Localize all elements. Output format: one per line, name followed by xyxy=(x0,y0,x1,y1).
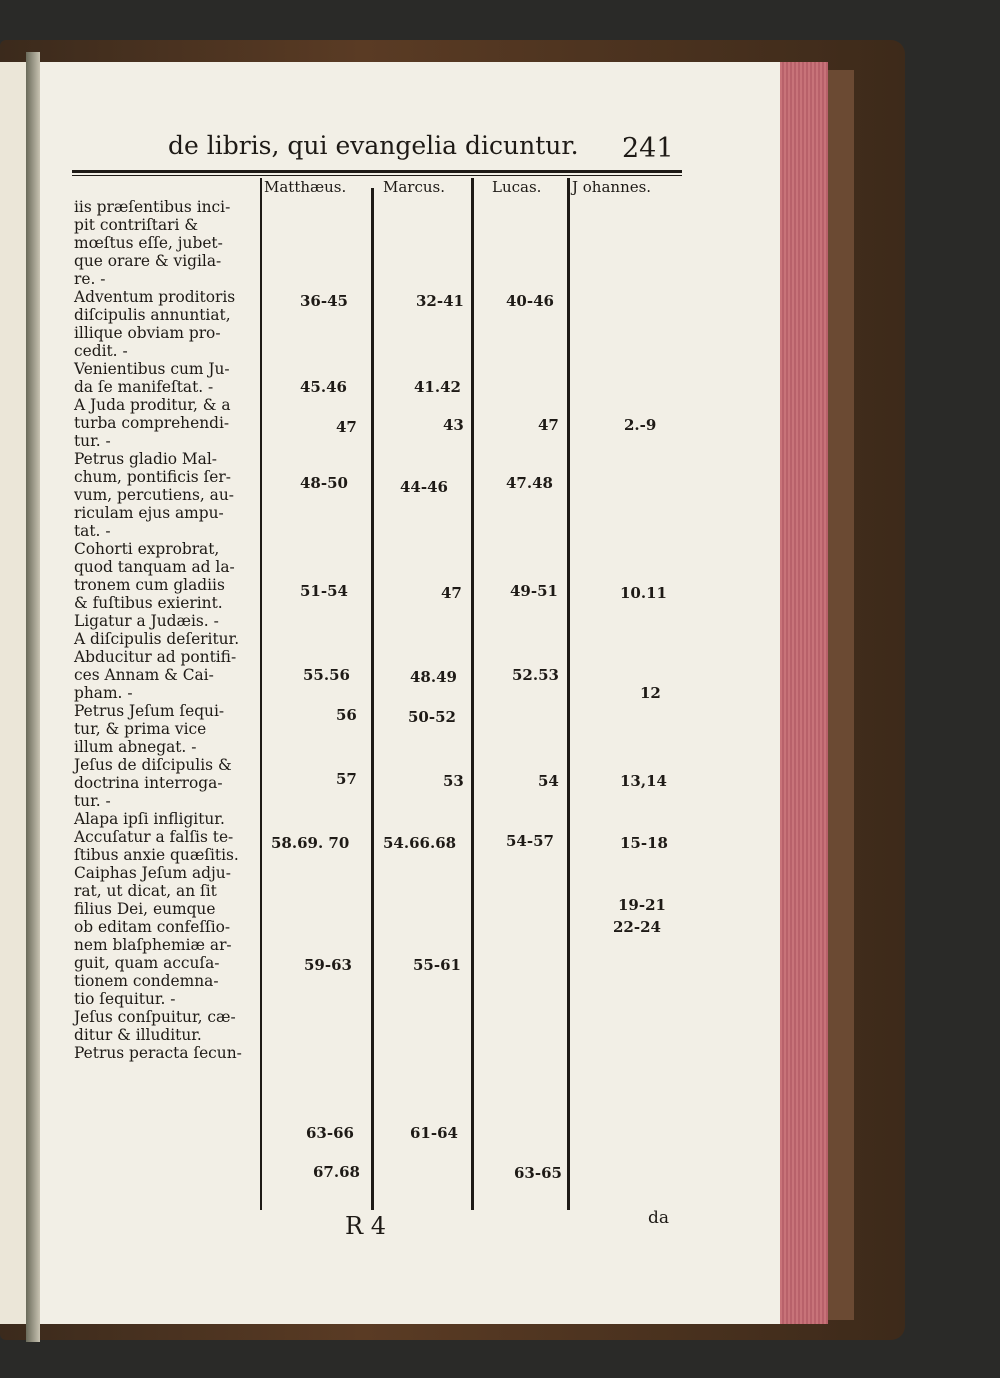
text-line: Adventum proditoris xyxy=(74,288,236,306)
text-line: Ligatur a Judæis. - xyxy=(74,612,219,630)
marcus-ref: 61-64 xyxy=(410,1124,458,1142)
marcus-ref: 44-46 xyxy=(400,478,448,496)
marcus-ref: 50-52 xyxy=(408,708,456,726)
text-line: doctrina interroga- xyxy=(74,774,223,792)
left-page-edge xyxy=(0,62,27,1324)
text-line: Cohorti exprobrat, xyxy=(74,540,220,558)
marcus-ref: 48.49 xyxy=(410,668,457,686)
marcus-ref: 55-61 xyxy=(413,956,461,974)
column-divider-3 xyxy=(471,178,474,1210)
column-header-marcus: Marcus. xyxy=(383,178,445,196)
text-line: mœſtus eſſe, jubet- xyxy=(74,234,223,252)
marcus-ref: 53 xyxy=(443,772,464,790)
text-line: re. - xyxy=(74,270,106,288)
red-page-edges xyxy=(780,62,828,1324)
matthaeus-ref: 51-54 xyxy=(300,582,348,600)
matthaeus-ref: 55.56 xyxy=(303,666,350,684)
text-line: Caiphas Jeſum adju- xyxy=(74,864,231,882)
cover-edge xyxy=(828,70,854,1320)
lucas-ref: 54 xyxy=(538,772,559,790)
text-line: da ſe manifeſtat. - xyxy=(74,378,214,396)
text-line: Jeſus conſpuitur, cæ- xyxy=(74,1008,236,1026)
text-line: Alapa ipſi infligitur. xyxy=(74,810,225,828)
matthaeus-ref: 59-63 xyxy=(304,956,352,974)
column-divider-4 xyxy=(567,178,570,1210)
marcus-ref: 43 xyxy=(443,416,464,434)
marcus-ref: 47 xyxy=(441,584,462,602)
johannes-ref: 22-24 xyxy=(613,918,661,936)
text-line: Venientibus cum Ju- xyxy=(74,360,230,378)
lucas-ref: 63-65 xyxy=(514,1164,562,1182)
johannes-ref: 13,14 xyxy=(620,772,667,790)
text-line: tur. - xyxy=(74,432,111,450)
text-line: A Juda proditur, & a xyxy=(74,396,231,414)
marcus-ref: 54.66.68 xyxy=(383,834,457,852)
marcus-ref: 41.42 xyxy=(414,378,461,396)
lucas-ref: 52.53 xyxy=(512,666,559,684)
text-line: pham. - xyxy=(74,684,133,702)
lucas-ref: 49-51 xyxy=(510,582,558,600)
column-header-johannes: J ohannes. xyxy=(572,178,652,196)
text-line: ditur & illuditur. xyxy=(74,1026,202,1044)
column-header-lucas: Lucas. xyxy=(492,178,542,196)
text-line: vum, percutiens, au- xyxy=(74,486,234,504)
text-line: ob editam confeſſio- xyxy=(74,918,231,936)
text-line: Petrus peracta ſecun- xyxy=(74,1044,242,1062)
text-line: Petrus gladio Mal- xyxy=(74,450,217,468)
text-line: guit, quam accuſa- xyxy=(74,954,220,972)
column-divider-2 xyxy=(371,188,374,1210)
book-gutter xyxy=(26,52,40,1342)
text-line: tur. - xyxy=(74,792,111,810)
text-line: chum, pontificis ſer- xyxy=(74,468,231,486)
matthaeus-ref: 56 xyxy=(336,706,357,724)
text-line: illum abnegat. - xyxy=(74,738,197,756)
text-line: diſcipulis annuntiat, xyxy=(74,306,231,324)
lucas-ref: 47.48 xyxy=(506,474,553,492)
johannes-ref: 15-18 xyxy=(620,834,668,852)
text-line: riculam ejus ampu- xyxy=(74,504,224,522)
page-number: 241 xyxy=(622,133,674,164)
text-line: tat. - xyxy=(74,522,111,540)
johannes-ref: 12 xyxy=(640,684,661,702)
johannes-ref: 19-21 xyxy=(618,896,666,914)
text-line: iis præſentibus inci- xyxy=(74,198,231,216)
matthaeus-ref: 57 xyxy=(336,770,357,788)
text-line: rat, ut dicat, an ſit xyxy=(74,882,217,900)
text-line: filius Dei, eumque xyxy=(74,900,216,918)
text-line: tur, & prima vice xyxy=(74,720,207,738)
header-rule xyxy=(72,170,682,173)
text-line: tionem condemna- xyxy=(74,972,219,990)
text-line: nem blaſphemiæ ar- xyxy=(74,936,232,954)
text-line: & fuſtibus exierint. xyxy=(74,594,223,612)
matthaeus-ref: 67.68 xyxy=(313,1163,360,1181)
text-line: tronem cum gladiis xyxy=(74,576,225,594)
text-line: que orare & vigila- xyxy=(74,252,222,270)
text-line: pit contriſtari & xyxy=(74,216,199,234)
text-line: ſtibus anxie quæſitis. xyxy=(74,846,239,864)
text-line: A diſcipulis deſeritur. xyxy=(74,630,240,648)
signature-mark: R 4 xyxy=(345,1212,386,1240)
text-line: quod tanquam ad la- xyxy=(74,558,235,576)
lucas-ref: 40-46 xyxy=(506,292,554,310)
matthaeus-ref: 36-45 xyxy=(300,292,348,310)
text-line: Accuſatur a falſis te- xyxy=(74,828,234,846)
johannes-ref: 10.11 xyxy=(620,584,667,602)
text-line: illique obviam pro- xyxy=(74,324,221,342)
lucas-ref: 47 xyxy=(538,416,559,434)
text-line: Petrus Jeſum ſequi- xyxy=(74,702,225,720)
text-line: Abducitur ad pontifi- xyxy=(74,648,237,666)
marcus-ref: 32-41 xyxy=(416,292,464,310)
running-head: de libris, qui evangelia dicuntur. xyxy=(168,131,579,160)
catchword: da xyxy=(648,1208,670,1228)
text-line: cedit. - xyxy=(74,342,128,360)
column-header-matthaeus: Matthæus. xyxy=(264,178,347,196)
text-line: tio ſequitur. - xyxy=(74,990,176,1008)
matthaeus-ref: 48-50 xyxy=(300,474,348,492)
text-line: turba comprehendi- xyxy=(74,414,230,432)
text-line: Jeſus de diſcipulis & xyxy=(74,756,232,774)
column-divider-1 xyxy=(260,178,262,1210)
johannes-ref: 2.-9 xyxy=(624,416,657,434)
matthaeus-ref: 58.69. 70 xyxy=(271,834,350,852)
lucas-ref: 54-57 xyxy=(506,832,554,850)
header-rule-thin xyxy=(72,175,682,176)
matthaeus-ref: 47 xyxy=(336,418,357,436)
matthaeus-ref: 45.46 xyxy=(300,378,347,396)
matthaeus-ref: 63-66 xyxy=(306,1124,354,1142)
text-line: ces Annam & Cai- xyxy=(74,666,214,684)
